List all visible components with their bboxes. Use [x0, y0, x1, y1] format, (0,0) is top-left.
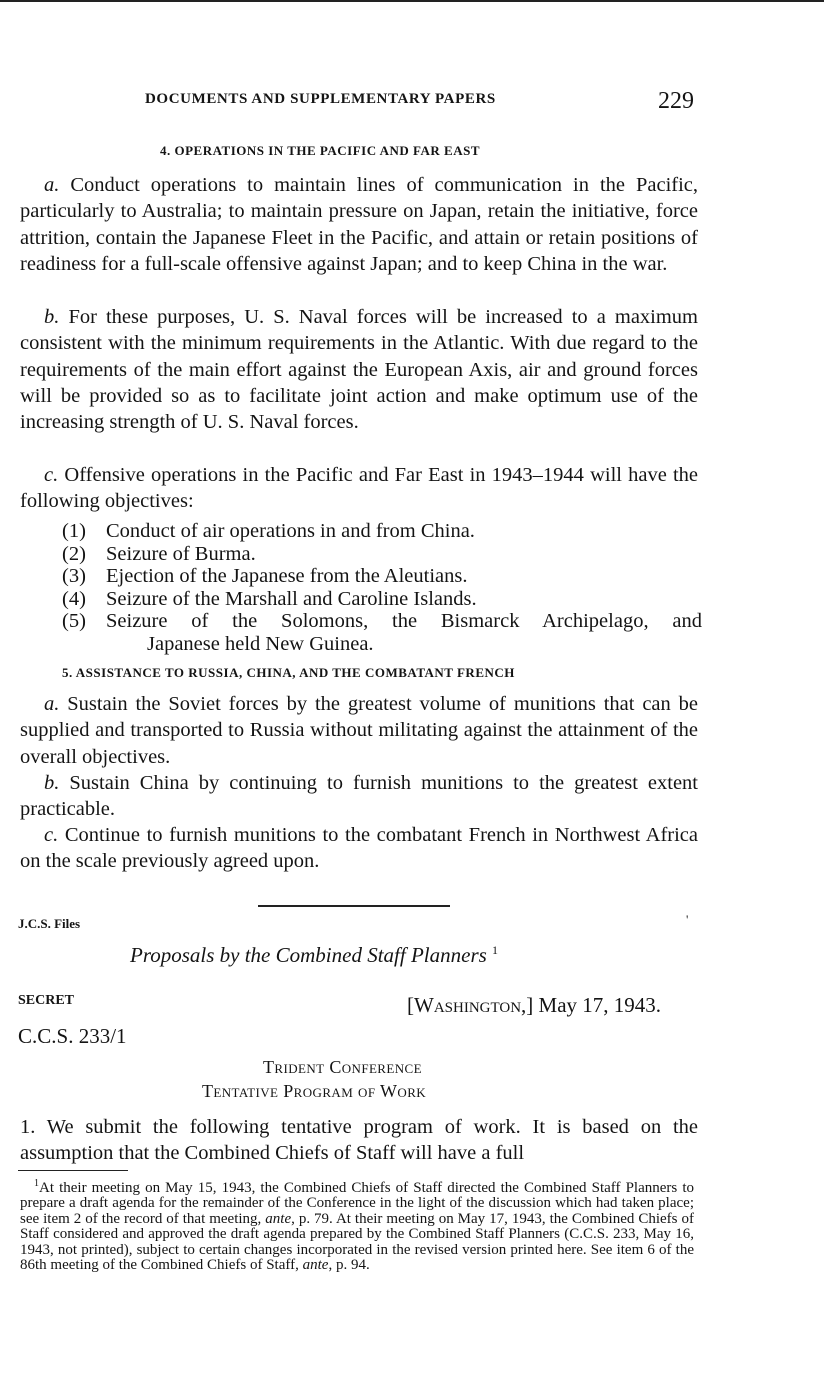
page-number: 229 — [658, 88, 694, 114]
paragraph-text: Sustain China by continuing to furnish munitions to the greatest extent practicable. — [20, 772, 698, 821]
top-border-line — [0, 0, 824, 2]
paragraph-text: For these purposes, U. S. Naval forces will be increased to a maximum consistent with the minimum requirements in the Atlantic. With due regard to the requirements of the main effort against the European Axis, air and ground forces will be provided so as to facilitate joint action and make optimum use of the increasing strength of U. S. Naval forces. — [20, 306, 698, 434]
running-head: DOCUMENTS AND SUPPLEMENTARY PAPERS — [145, 91, 496, 107]
list-item-number: (5) — [62, 610, 86, 632]
stray-mark: ' — [686, 912, 689, 927]
paragraph-text: Sustain the Soviet forces by the greatest volume of munitions that can be supplied and transported to Russia without militating against the attainment of the overall objectives. — [20, 693, 698, 768]
section-4-paragraph-b — [20, 304, 698, 435]
list-item-number: (3) — [62, 565, 86, 587]
list-item-text: Seizure of the Marshall and Caroline Islands. — [106, 587, 477, 610]
list-item — [62, 565, 702, 588]
objectives-list — [62, 520, 702, 655]
footnote-marker: 1 — [34, 1178, 39, 1189]
paragraph-text: Offensive operations in the Pacific and Far East in 1943–1944 will have the following objectives: — [20, 464, 698, 513]
section-divider — [258, 905, 450, 907]
list-item-text — [106, 610, 702, 655]
footnote-text: , p. 79. At their meeting on May 17, 1943, the Combined Chiefs of Staff considered and approved the draft agenda prepared by the Combined Staff Planners (C.C.S. 233, May 16, 1943, not printed), subject to certain changes incorporated in the revised version printed here. See item 6 of the 86th meeting of the Combined Chiefs of Staff, — [20, 1210, 694, 1274]
paragraph-text: Conduct operations to maintain lines of communication in the Pacific, particularly to Australia; to maintain pressure on Japan, retain the initiative, force attrition, contain the Japanese Fleet in the Pacific, and attain or retain positions of readiness for a full-scale offensive against Japan; and to keep China in the war. — [20, 174, 699, 275]
list-item — [62, 588, 702, 611]
paragraph-letter: c. — [44, 464, 59, 486]
list-item-text-line: Seizure of the Solomons, the Bismarck Archipelago, and — [106, 610, 702, 632]
document-subtitle-conference: Trident Conference — [263, 1057, 422, 1077]
section-5-heading: 5. ASSISTANCE TO RUSSIA, CHINA, AND THE COMBATANT FRENCH — [62, 665, 515, 680]
section-4-heading: 4. OPERATIONS IN THE PACIFIC AND FAR EAST — [160, 143, 481, 158]
footnote — [20, 1176, 694, 1273]
classification-label: SECRET — [18, 993, 75, 1008]
list-item — [62, 520, 702, 543]
document-title — [130, 943, 498, 968]
paragraph-text: Continue to furnish munitions to the combatant French in Northwest Africa on the scale previously agreed upon. — [20, 824, 698, 873]
footnote-text: , p. 94. — [328, 1257, 370, 1274]
section-5-paragraph-c — [20, 822, 698, 875]
footnote-rule — [18, 1170, 128, 1171]
footnote-ante: ante — [302, 1257, 329, 1274]
list-item-continuation: Japanese held New Guinea. — [147, 632, 374, 655]
document-number: C.C.S. 233/1 — [18, 1024, 127, 1048]
paragraph-letter: b. — [44, 772, 60, 794]
document-subtitle-program: Tentative Program of Work — [202, 1081, 427, 1101]
list-item — [62, 543, 702, 566]
document-paragraph-1 — [20, 1114, 698, 1167]
paragraph-letter: a. — [44, 693, 60, 715]
list-item-number: (4) — [62, 587, 86, 610]
dateline-date: May 17, 1943. — [538, 993, 662, 1017]
footnote-ante: ante — [265, 1210, 292, 1227]
section-5-paragraph-a — [20, 691, 698, 770]
document-title-text: Proposals by the Combined Staff Planners — [130, 943, 487, 967]
list-item-text: Seizure of Burma. — [106, 542, 256, 565]
section-4-paragraph-a — [20, 172, 698, 277]
list-item-text: Ejection of the Japanese from the Aleutians. — [106, 565, 468, 587]
paragraph-text: 1. We submit the following tentative program of work. It is based on the assumption that the Combined Chiefs of Staff will have a full — [20, 1116, 698, 1165]
list-item-text: Conduct of air operations in and from China. — [106, 520, 475, 542]
paragraph-letter: a. — [44, 174, 60, 196]
section-4-paragraph-c — [20, 462, 698, 515]
dateline-place: [Washington,] — [407, 993, 534, 1017]
dateline — [407, 993, 661, 1018]
section-5-paragraph-b — [20, 770, 698, 823]
list-item-number: (1) — [62, 520, 86, 542]
list-item-number: (2) — [62, 542, 86, 565]
paragraph-letter: c. — [44, 824, 59, 846]
footnote-text: At their meeting on May 15, 1943, the Combined Chiefs of Staff directed the Combined Staff Planners to prepare a draft agenda for the remainder of the Conference in the light of the discussion which had taken place; see item 2 of the record of that meeting, — [20, 1180, 694, 1227]
list-item — [62, 610, 702, 655]
footnote-reference: 1 — [492, 943, 499, 957]
source-label: J.C.S. Files — [18, 916, 81, 931]
paragraph-letter: b. — [44, 306, 60, 328]
